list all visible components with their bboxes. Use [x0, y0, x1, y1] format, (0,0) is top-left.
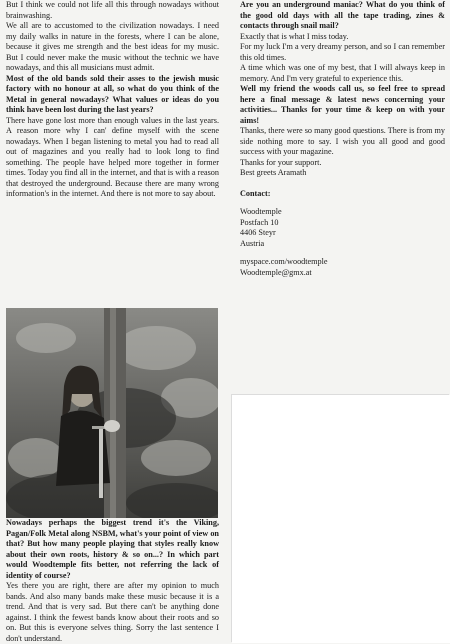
interview-question: Most of the old bands sold their asses to the jewish music factory with no honour at all, so what do you think of the Metal in general nowadays? What values or ideas do you think have been lost during the last years?	[6, 73, 219, 114]
contact-name: Woodtemple	[240, 207, 282, 216]
contact-street: Postfach 10	[240, 217, 279, 227]
paragraph: We all are to accustomed to the civilization nowadays. I need my daily walks in nature in the forests, where I can be alone, because it gives me strength and the best ideas for my music. But I could never make the music without the technic we have nowadays, and this all musicians must admit.	[6, 21, 219, 72]
interview-answer: There have gone lost more than enough values in the last years. A reason more why I can' define myself with the scene nowadays. When I began listening to metal you had to read all out of magazines and you really had to look long to find something. The people have helped more together in former times. Today you find all in the internet, and that is with a reason that destroyed the underground. Because there are many wrong information's in the internet. And there is not more to say about.	[6, 115, 219, 198]
contact-email: Woodtemple@gmx.at	[240, 267, 312, 277]
contact-country: Austria	[240, 238, 265, 248]
contact-city: 4406 Steyr	[240, 228, 276, 237]
interview-answer: Yes there you are right, there are after my opinion to much bands. And also many bands make these music because it is a trend. And that is very sad. But there can't be anything done against. I think the fewest bands know about their roots and so on. But this is everyone selves thing. Sorry the last sentence I don't understand.	[6, 581, 219, 643]
left-column-bottom	[6, 518, 219, 644]
contact-block	[240, 189, 445, 279]
blank-paper-area	[232, 395, 450, 643]
left-column-top	[6, 0, 219, 200]
interview-answer: For my luck I'm a very dreamy person, and so I can remember this old times.	[240, 42, 445, 62]
interview-answer: A time which was one of my best, that I will always keep in memory. And I'm very grateful to experience this.	[240, 63, 445, 83]
interview-question: Nowadays perhaps the biggest trend it's the Viking, Pagan/Folk Metal along NSBM, what's your point of view on that? But how many people playing that styles really know about their own roots, history & so on...? In which part would Woodtemple fits better, not referring the lack of identity of course?	[6, 518, 219, 580]
interview-answer: Thanks for your support.	[240, 157, 322, 167]
interview-answer: Exactly that is what I miss today.	[240, 31, 349, 41]
contact-web: myspace.com/woodtemple	[240, 257, 328, 266]
signature: Best greets Aramath	[240, 168, 307, 177]
interview-question: Well my friend the woods call us, so feel free to spread here a final message & latest news concerning your activities... Thanks for your time & keep on with your aims!	[240, 84, 445, 125]
contact-heading: Contact:	[240, 188, 271, 198]
paragraph: But I think we could not life all this through nowadays without brainwashing.	[6, 0, 219, 20]
band-member-photo	[6, 308, 218, 518]
interview-answer: Thanks, there were so many good questions. There is from my side nothing more to say. I wish you all good and good success with your magazine.	[240, 126, 445, 156]
interview-question: Are you an underground maniac? What do you think of the good old days with all the tape trading, zines & contacts through snail mail?	[240, 0, 445, 30]
right-column	[240, 0, 445, 278]
